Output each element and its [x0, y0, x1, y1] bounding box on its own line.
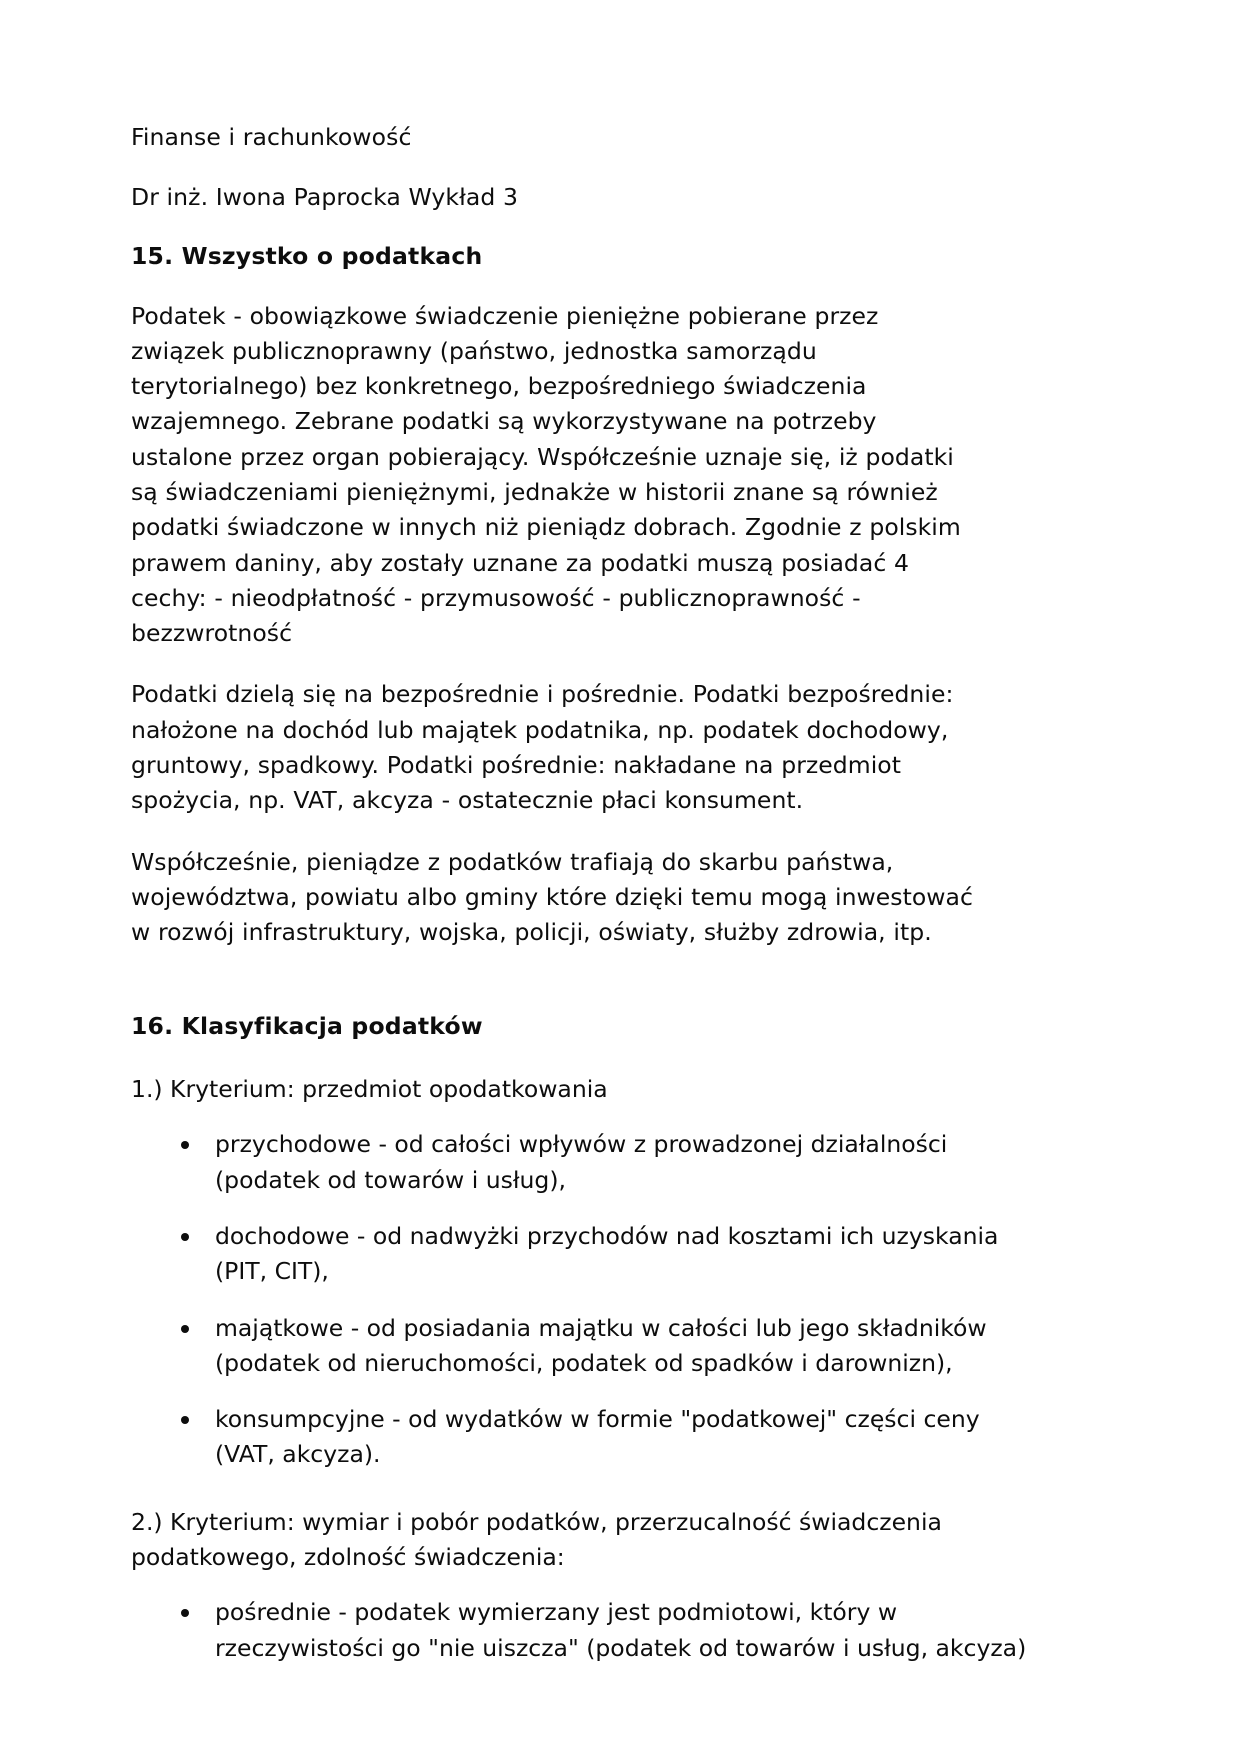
course-title: Finanse i rachunkowość [131, 123, 412, 151]
section-15-paragraph-3: Współcześnie, pieniądze z podatków trafiają do skarbu państwa, województwa, powiatu albo gminy które dzięki temu mogą inwestować w rozwój infrastruktury, wojska, policji, oświaty, służby zdrowia, itp. [131, 847, 973, 947]
criterion-2-list [131, 1595, 1090, 1666]
section-spacer [131, 1495, 1090, 1505]
bullet-point-icon [181, 1233, 189, 1241]
bullet-point-icon [181, 1141, 189, 1149]
list-item [178, 1402, 1035, 1473]
criterion-1-label: 1.) Kryterium: przedmiot opodatkowania [131, 1075, 608, 1104]
list-item-label: majątkowe - od posiadania majątku w całości lub jego składników (podatek od nieruchomości, podatek od spadków i darownizn), [215, 1313, 987, 1377]
section-15-heading: 15. Wszystko o podatkach [131, 242, 483, 270]
bullet-point-icon [181, 1325, 189, 1333]
bullet-point-icon [181, 1416, 189, 1424]
list-item-label: konsumpcyjne - od wydatków w formie "podatkowej" części ceny (VAT, akcyza). [215, 1405, 980, 1469]
list-item [178, 1219, 1035, 1290]
section-15-paragraph-2: Podatki dzielą się na bezpośrednie i pośrednie. Podatki bezpośrednie: nałożone na dochód lub majątek podatnika, np. podatek dochodowy, gruntowy, spadkowy. Podatki pośrednie: nakładane na przedmiot spożycia, np. VAT, akcyza - ostatecznie płaci konsument. [131, 680, 954, 815]
criterion-2-label: 2.) Kryterium: wymiar i pobór podatków, przerzucalność świadczenia podatkowego, zdolność świadczenia: [131, 1507, 942, 1572]
list-item-label: przychodowe - od całości wpływów z prowadzonej działalności (podatek od towarów i usług), [215, 1130, 948, 1194]
list-item [178, 1595, 1035, 1666]
list-item-label: dochodowe - od nadwyżki przychodów nad kosztami ich uzyskania (PIT, CIT), [215, 1221, 999, 1286]
list-item [178, 1311, 1035, 1382]
lecturer-line: Dr inż. Iwona Paprocka Wykład 3 [131, 182, 519, 211]
criterion-1-list [131, 1127, 1090, 1472]
list-item-label: pośrednie - podatek wymierzany jest podmiotowi, który w rzeczywistości go "nie uiszcza" (podatek od towarów i usług, akcyza) [215, 1598, 1027, 1662]
list-item [178, 1127, 1035, 1198]
section-15-paragraph-1: Podatek - obowiązkowe świadczenie pieniężne pobierane przez związek publicznoprawny (państwo, jednostka samorządu terytorialnego) bez konkretnego, bezpośredniego świadczenia wzajemnego. Zebrane podatki są wykorzystywane na potrzeby ustalone przez organ pobierający. Współcześnie uznaje się, iż podatki są świadczeniami pieniężnymi, jednakże w historii znane są również podatki świadczone w innych niż pieniądz dobrach. Zgodnie z polskim prawem daniny, aby zostały uznane za podatki muszą posiadać 4 cechy: - nieodpłatność - przymusowość - publicznoprawność - bezzwrotność [131, 301, 961, 648]
bullet-point-icon [181, 1609, 189, 1617]
section-16-heading: 16. Klasyfikacja podatków [131, 1011, 483, 1040]
